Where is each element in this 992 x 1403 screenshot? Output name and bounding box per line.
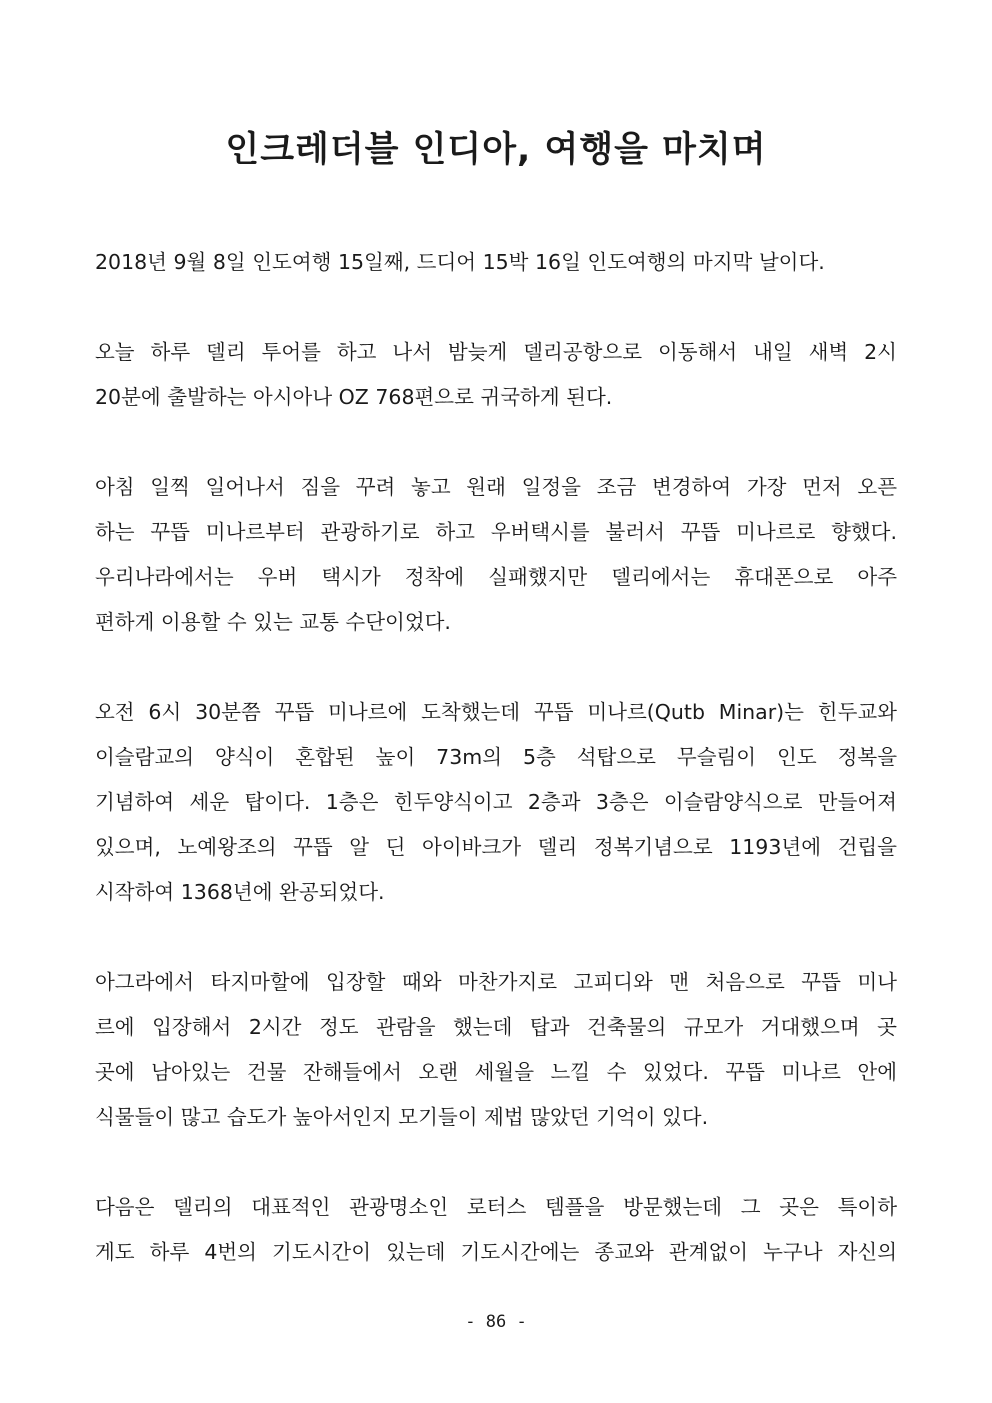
text-line: 20분에 출발하는 아시아나 OZ 768편으로 귀국하게 된다. (95, 385, 613, 409)
text-line: 아그라에서 타지마할에 입장할 때와 마찬가지로 고피디와 맨 처음으로 꾸뜹 미나 (95, 970, 897, 994)
text-line: 기념하여 세운 탑이다. 1층은 힌두양식이고 2층과 3층은 이슬람양식으로 만들어져 (95, 790, 897, 814)
text-line: 아침 일찍 일어나서 짐을 꾸려 놓고 원래 일정을 조금 변경하여 가장 먼저 오픈 (95, 475, 897, 499)
text-line: 르에 입장해서 2시간 정도 관람을 했는데 탑과 건축물의 규모가 거대했으며 곳 (95, 1015, 897, 1039)
text-line: 다음은 델리의 대표적인 관광명소인 로터스 템플을 방문했는데 그 곳은 특이하 (95, 1195, 897, 1219)
paragraph (95, 960, 897, 1140)
text-line: 게도 하루 4번의 기도시간이 있는데 기도시간에는 종교와 관계없이 누구나 자신의 (95, 1240, 897, 1264)
text-line: 식물들이 많고 습도가 높아서인지 모기들이 제법 많았던 기억이 있다. (95, 1105, 709, 1129)
paragraph (95, 330, 897, 420)
page-title: 인크레더블 인디아, 여행을 마치며 (225, 130, 767, 170)
page-number: - 86 - (465, 1312, 527, 1332)
text-line: 오늘 하루 델리 투어를 하고 나서 밤늦게 델리공항으로 이동해서 내일 새벽 2시 (95, 340, 897, 364)
text-line: 편하게 이용할 수 있는 교통 수단이었다. (95, 610, 451, 634)
paragraph (95, 240, 897, 285)
text-line: 있으며, 노예왕조의 꾸뜹 알 딘 아이바크가 델리 정복기념으로 1193년에 건립을 (95, 835, 897, 859)
text-line: 우리나라에서는 우버 택시가 정착에 실패했지만 델리에서는 휴대폰으로 아주 (95, 565, 897, 589)
body-text (95, 240, 897, 1320)
text-line: 오전 6시 30분쯤 꾸뜹 미나르에 도착했는데 꾸뜹 미나르(Qutb Minar)는 힌두교와 (95, 700, 897, 724)
paragraph (95, 1185, 897, 1275)
text-line: 하는 꾸뜹 미나르부터 관광하기로 하고 우버택시를 불러서 꾸뜹 미나르로 향했다. (95, 520, 897, 544)
text-line: 시작하여 1368년에 완공되었다. (95, 880, 385, 904)
text-line: 2018년 9월 8일 인도여행 15일째, 드디어 15박 16일 인도여행의 마지막 날이다. (95, 250, 825, 274)
text-line: 곳에 남아있는 건물 잔해들에서 오랜 세월을 느낄 수 있었다. 꾸뜹 미나르 안에 (95, 1060, 897, 1084)
text-line: 이슬람교의 양식이 혼합된 높이 73m의 5층 석탑으로 무슬림이 인도 정복을 (95, 745, 897, 769)
paragraph (95, 465, 897, 645)
paragraph (95, 690, 897, 915)
